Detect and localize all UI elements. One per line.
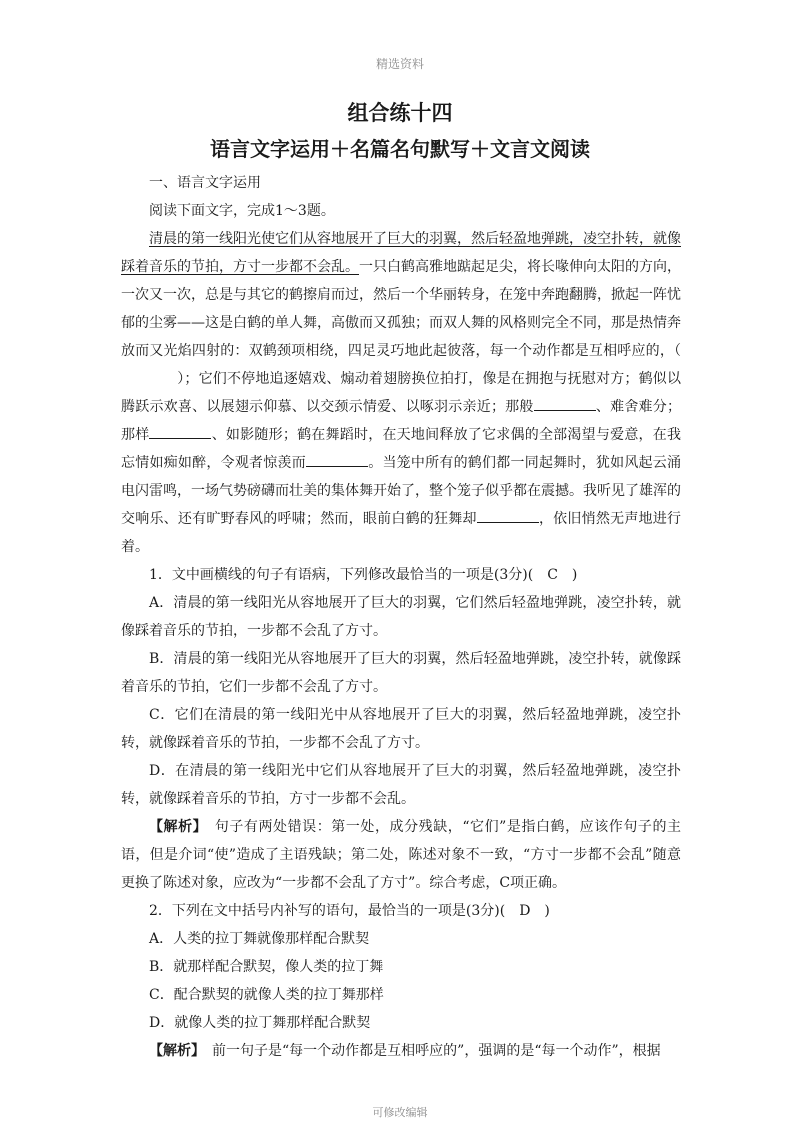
fill-blank-4 [477,508,539,523]
question-2-option-d: D．就像人类的拉丁舞那样配合默契 [149,1015,371,1031]
document-body [121,169,681,1065]
passage-text-4: 、如影随形；鹤在舞蹈时，在天地间释放了它求偶的全部渴望与爱意，在我忘情如痴如醉，令观者惊羡而 [121,427,682,471]
instruction: 阅读下面文字，完成1～3题。 [149,203,335,219]
question-1-option-d: D．在清晨的第一线阳光中它们从容地展开了巨大的羽翼，然后轻盈地弹跳，凌空扑转，就像踩着音乐的节拍，方寸一步都不会乱。 [121,763,681,807]
page-header: 精选资料 [375,57,424,71]
passage-text-6: ，依旧悄然无声地进行着。 [121,511,682,555]
question-2-option-c: C．配合默契的就像人类的拉丁舞那样 [149,987,384,1003]
analysis-text: 前一句子是“每一个动作都是互相呼应的”，强调的是“每一个动作”，根据 [198,1043,661,1059]
question-2-option-a: A．人类的拉丁舞就像那样配合默契 [149,931,370,947]
page-footer: 可修改编辑 [372,1106,428,1119]
fill-blank-3 [306,452,368,467]
underlined-sentence: 清晨的第一线阳光使它们从容地展开了巨大的羽翼，然后轻盈地弹跳，凌空扑转，就像踩着音乐的节拍，方寸一步都不会乱。 [121,231,681,275]
paren-close: ） [177,371,185,387]
question-2-analysis [121,1037,681,1065]
question-1-analysis [121,813,681,897]
analysis-text: 句子有两处错误：第一处，成分残缺，“它们”是指白鹤，应该作句子的主语，但是介词“使”造成了主语残缺；第二处，陈述对象不一致，“方寸一步都不会乱”随意更换了陈述对象，应改为“一步都不会乱了方寸”。综合考虑，C项正确。 [121,819,682,891]
passage-text-3: 、难舍难分；那样 [121,399,682,443]
passage-text-5: 。当笼中所有的鹤们都一同起舞时，犹如风起云涌电闪雷鸣，一场气势磅礴而壮美的集体舞开始了，整个笼子似乎都在震撼。我听见了雄浑的交响乐、还有旷野春风的呼啸；然而，眼前白鹤的狂舞却 [121,455,682,527]
paren-open: （ [674,343,681,359]
fill-blank-1 [534,396,596,411]
page-title: 组合练十四 [347,100,453,125]
question-2-stem: 2．下列在文中括号内补写的语句，最恰当的一项是(3分)( D ) [149,903,550,919]
question-1-option-b: B．清晨的第一线阳光从容地展开了巨大的羽翼，然后轻盈地弹跳，凌空扑转，就像踩着音乐的节拍，它们一步都不会乱了方寸。 [121,651,681,695]
analysis-tag: 【解析】 [149,819,201,835]
question-2-option-b: B．就那样配合默契，像人类的拉丁舞 [149,959,384,975]
question-1-option-c: C．它们在清晨的第一线阳光中从容地展开了巨大的羽翼，然后轻盈地弹跳，凌空扑转，就像踩着音乐的节拍，一步都不会乱了方寸。 [121,707,681,751]
fill-blank-2 [149,424,211,439]
passage-text-1: 一只白鹤高雅地踮起足尖，将长喙伸向太阳的方向，一次又一次，总是与其它的鹤擦肩而过，然后一个华丽转身，在笼中奔跑翻腾，掀起一阵忧郁的尘雾——这是白鹤的单人舞，高傲而又孤独；而双人舞的风格则完全不同，那是热情奔放而又光焰四射的：双鹤颈项相绕，四足灵巧地此起彼落，每一个动作都是互相呼应的， [121,259,681,359]
question-1-option-a: A．清晨的第一线阳光从容地展开了巨大的羽翼，它们然后轻盈地弹跳，凌空扑转，就像踩着音乐的节拍，一步都不会乱了方寸。 [121,595,681,639]
section-heading: 一、语言文字运用 [149,175,261,191]
analysis-tag: 【解析】 [149,1043,198,1059]
question-1-stem: 1．文中画横线的句子有语病，下列修改最恰当的一项是(3分)( C ) [149,567,578,583]
passage [121,225,681,561]
passage-text-2: ；它们不停地追逐嬉戏、煽动着翅膀换位拍打，像是在拥抱与抚慰对方；鹤似以腾跃示欢喜、以展翅示仰慕、以交颈示情爱、以啄羽示亲近；那般 [121,371,681,415]
page-subtitle: 语言文字运用＋名篇名句默写＋文言文阅读 [210,137,590,161]
